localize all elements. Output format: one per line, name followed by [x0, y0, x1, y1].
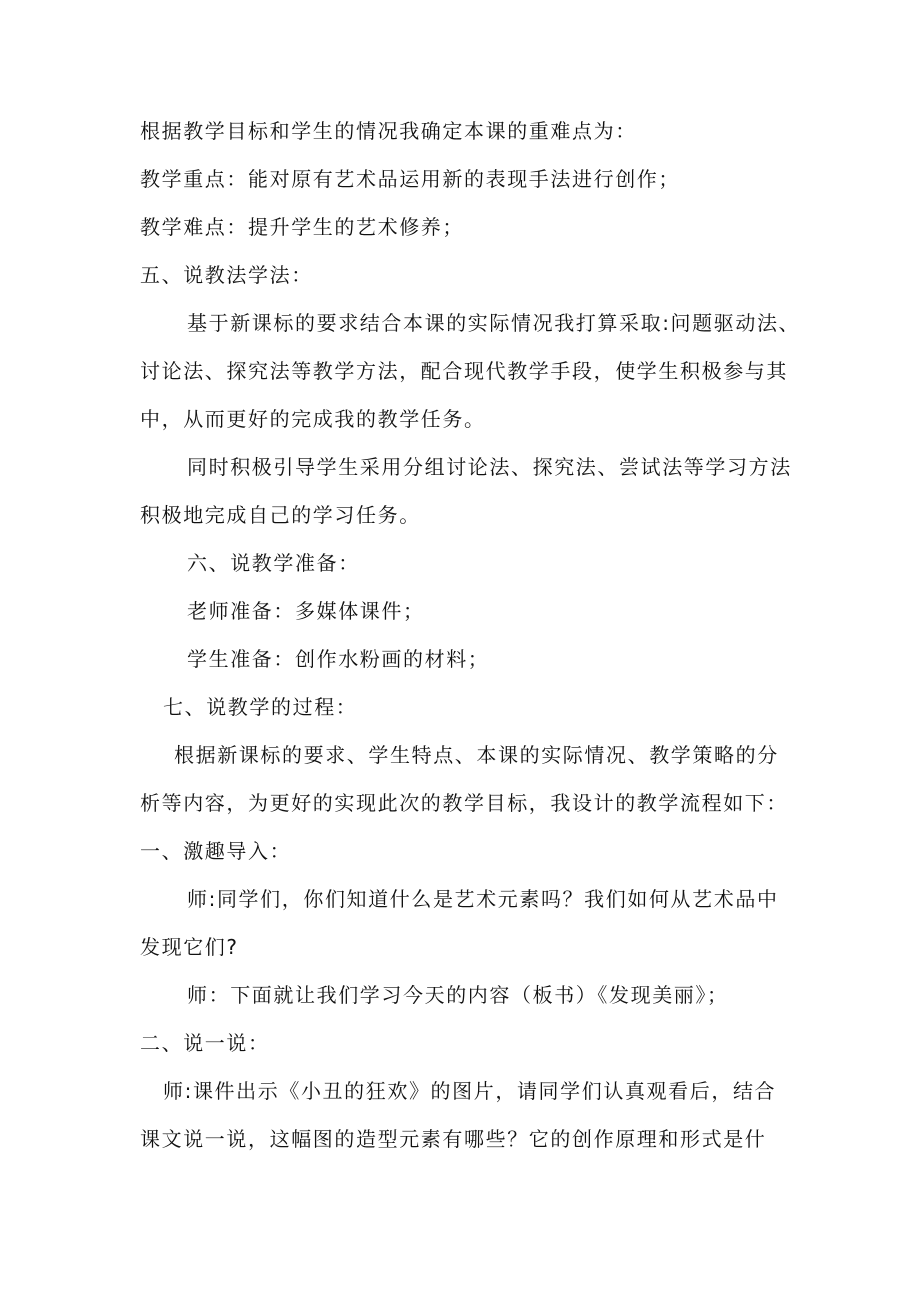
- difficult-point-line: 教学难点：提升学生的艺术修养；: [140, 215, 464, 239]
- paragraph-line: 析等内容，为更好的实现此次的教学目标，我设计的教学流程如下：: [140, 791, 788, 815]
- paragraph-line: 师:同学们，你们知道什么是艺术元素吗？我们如何从艺术品中: [187, 887, 779, 911]
- paragraph-line: 根据新课标的要求、学生特点、本课的实际情况、教学策略的分: [174, 743, 779, 767]
- paragraph-line: 积极地完成自己的学习任务。: [140, 503, 421, 527]
- paragraph-line: 同时积极引导学生采用分组讨论法、探究法、尝试法等学习方法: [187, 455, 792, 479]
- paragraph-line: 讨论法、探究法等教学方法，配合现代教学手段，使学生积极参与其: [140, 359, 788, 383]
- section-heading: 六、说教学准备：: [187, 551, 360, 575]
- key-point-line: 教学重点：能对原有艺术品运用新的表现手法进行创作；: [140, 167, 680, 191]
- section-heading: 七、说教学的过程：: [163, 695, 358, 719]
- paragraph-line: 发现它们?: [140, 935, 239, 959]
- section-heading: 二、说一说：: [140, 1031, 270, 1055]
- paragraph-line: 老师准备：多媒体课件；: [187, 599, 425, 623]
- paragraph-line: 师:课件出示《小丑的狂欢》的图片，请同学们认真观看后，结合: [163, 1079, 777, 1103]
- paragraph-line: 课文说一说，这幅图的造型元素有哪些？它的创作原理和形式是什: [140, 1127, 767, 1151]
- paragraph-line: 基于新课标的要求结合本课的实际情况我打算采取:问题驱动法、: [187, 311, 801, 335]
- paragraph-line: 师：下面就让我们学习今天的内容（板书）《发现美丽》；: [187, 983, 729, 1007]
- paragraph-line: 根据教学目标和学生的情况我确定本课的重难点为：: [140, 119, 637, 143]
- paragraph-line: 中，从而更好的完成我的教学任务。: [140, 407, 486, 431]
- paragraph-line: 学生准备：创作水粉画的材料；: [187, 647, 490, 671]
- section-heading: 五、说教法学法：: [140, 263, 313, 287]
- section-heading: 一、激趣导入：: [140, 839, 292, 863]
